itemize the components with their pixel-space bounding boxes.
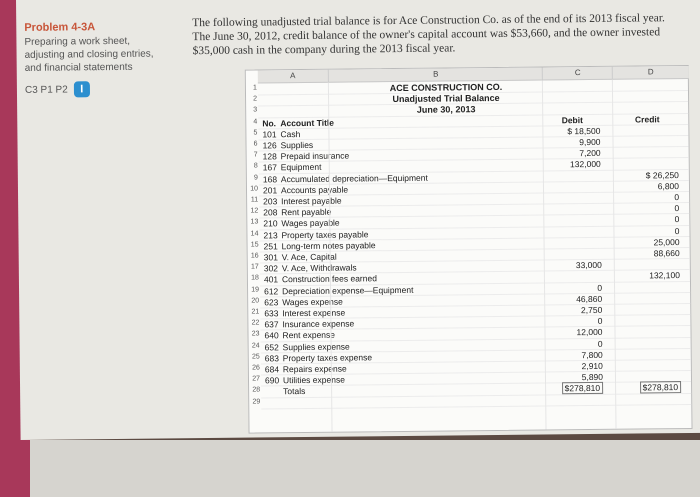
row-number: 6 [253, 140, 258, 148]
debit-amount: 2,750 [580, 304, 603, 316]
column-header-a: A [258, 70, 328, 84]
intro-line: The following unadjusted trial balance is for Ace Construction Co. as of the end of its 2013 fiscal year. [192, 12, 665, 30]
totals-debit [547, 383, 603, 394]
debit-amount: 132,000 [569, 159, 601, 170]
debit-amount: 46,860 [576, 293, 603, 304]
header-debit: Debit [561, 114, 583, 125]
debit-amount: 12,000 [576, 327, 603, 338]
account-number: 201 [262, 185, 278, 196]
account-title: Repairs expense [282, 363, 347, 375]
account-number: 168 [262, 173, 278, 185]
row-number: 17 [250, 263, 259, 271]
row-divider [261, 404, 691, 410]
debit-amount: 2,910 [581, 360, 603, 372]
account-number: 302 [263, 263, 279, 274]
row-number: 12 [250, 207, 259, 215]
row-number: 16 [250, 252, 259, 260]
credit-amount: 0 [674, 203, 680, 214]
row-number: 1 [252, 84, 257, 92]
problem-sidebar [24, 20, 175, 98]
account-number: 640 [264, 330, 279, 341]
debit-amount: 0 [597, 316, 603, 327]
column-header-c: C [542, 67, 613, 81]
credit-amount: 6,800 [657, 180, 680, 192]
objective-codes: C3 P1 P2 [24, 83, 68, 96]
row-number: 27 [252, 375, 261, 383]
account-title: Property taxes expense [282, 352, 373, 364]
account-number: 301 [263, 252, 278, 263]
account-title: Cash [280, 128, 301, 140]
row-number: 5 [253, 129, 258, 137]
account-number: 210 [263, 218, 278, 229]
totals-debit-box: $278,810 [562, 382, 604, 394]
account-title: Long-term notes payable [281, 240, 376, 252]
account-title: V. Ace, Capital [281, 251, 337, 263]
row-number: 7 [253, 151, 258, 159]
account-number: 213 [263, 229, 278, 241]
column-gridline [612, 80, 617, 429]
row-number: 13 [250, 218, 259, 226]
row-number: 9 [253, 174, 258, 182]
column-header-b: B [328, 67, 543, 82]
row-number: 15 [250, 241, 259, 249]
row-number: 23 [251, 330, 260, 338]
account-number: 637 [264, 319, 279, 330]
intro-line: $35,000 cash in the company during the 2013 fiscal year. [192, 42, 456, 58]
account-number: 623 [264, 297, 279, 308]
debit-amount: $ 18,500 [567, 125, 601, 137]
account-title: Construction fees earned [281, 273, 377, 285]
debit-amount: 0 [597, 338, 603, 349]
credit-amount: $ 26,250 [645, 169, 679, 181]
totals-label: Totals [283, 386, 306, 397]
credit-amount: 88,660 [653, 248, 680, 259]
account-title: Interest payable [281, 195, 342, 207]
account-number: 690 [264, 375, 280, 386]
credit-amount: 132,100 [649, 270, 680, 281]
row-number: 20 [251, 297, 260, 305]
account-number: 167 [262, 162, 278, 173]
company-name: ACE CONSTRUCTION CO. [389, 81, 503, 94]
account-title: V. Ace, Withdrawals [281, 262, 357, 274]
learning-objective-refs [25, 80, 175, 98]
row-divider [258, 135, 688, 141]
account-number: 128 [262, 151, 277, 162]
account-number: 612 [264, 285, 279, 297]
account-title: Rent expense [282, 330, 336, 341]
account-number: 683 [264, 353, 280, 364]
account-number: 652 [264, 341, 279, 353]
debit-amount: 7,200 [579, 148, 601, 159]
account-title: Interest expense [282, 307, 346, 319]
header-account-title: Account Title [280, 117, 335, 128]
account-number: 208 [263, 207, 278, 218]
report-title: Unadjusted Trial Balance [392, 92, 500, 105]
account-number: 251 [263, 241, 278, 252]
account-title: Rent payable [281, 206, 332, 218]
account-title: Utilities expense [282, 374, 345, 386]
info-badge-icon: I [74, 81, 90, 97]
lower-page-shadow [30, 440, 700, 497]
row-number: 26 [252, 364, 260, 372]
problem-subtitle-line: and financial statements [24, 61, 133, 74]
totals-credit [619, 382, 681, 393]
account-title: Wages payable [281, 218, 340, 229]
debit-amount: 9,900 [579, 136, 601, 148]
account-title: Supplies expense [282, 341, 350, 352]
textbook-page [16, 0, 700, 440]
row-number: 19 [251, 286, 260, 294]
row-number: 4 [253, 118, 258, 126]
row-number: 24 [251, 342, 260, 350]
problem-subtitle-line: adjusting and closing entries, [24, 48, 154, 61]
problem-number: Problem 4-3A [24, 21, 96, 34]
header-credit: Credit [634, 113, 660, 125]
account-title: Accounts payable [280, 184, 349, 196]
account-title: Accumulated depreciation—Equipment [280, 172, 428, 184]
row-number: 29 [252, 398, 261, 406]
credit-amount: 0 [674, 192, 680, 203]
debit-amount: 0 [597, 282, 603, 293]
account-title: Supplies [280, 139, 314, 151]
account-number: 401 [263, 274, 279, 285]
account-title: Property taxes payable [281, 228, 369, 240]
row-number: 22 [251, 319, 260, 327]
row-number: 28 [252, 386, 261, 394]
row-number: 10 [250, 185, 259, 193]
report-date: June 30, 2013 [416, 104, 476, 115]
row-number: 14 [250, 230, 259, 238]
account-number: 633 [264, 308, 279, 319]
spreadsheet-trial-balance [245, 65, 693, 434]
account-title: Prepaid insurance [280, 150, 350, 162]
account-number: 126 [262, 140, 277, 151]
row-number: 18 [251, 274, 259, 282]
debit-amount: 5,890 [581, 372, 604, 383]
row-divider [261, 393, 691, 399]
intro-line: The June 30, 2012, credit balance of the owner's capital account was $53,660, and the owner invested [192, 26, 661, 44]
row-number: 8 [253, 162, 258, 170]
row-number: 11 [250, 196, 259, 204]
credit-amount: 0 [674, 225, 680, 236]
debit-amount: 33,000 [575, 260, 602, 271]
column-header-d: D [612, 66, 689, 80]
row-number: 2 [253, 95, 258, 103]
account-title: Depreciation expense—Equipment [282, 284, 414, 296]
account-title: Equipment [280, 162, 322, 173]
account-number: 203 [263, 196, 278, 207]
problem-intro [192, 11, 700, 58]
row-number: 25 [251, 353, 260, 361]
problem-subtitle-line: Preparing a work sheet, [24, 35, 131, 48]
totals-credit-box: $278,810 [640, 381, 682, 393]
credit-amount: 0 [674, 214, 680, 225]
account-title: Wages expense [282, 296, 343, 308]
account-number: 101 [262, 129, 277, 140]
row-number: 21 [251, 308, 260, 316]
account-title: Insurance expense [282, 318, 355, 330]
credit-amount: 25,000 [653, 236, 680, 248]
header-no: No. [262, 117, 277, 129]
account-number: 684 [264, 364, 280, 375]
debit-amount: 7,800 [581, 349, 603, 360]
row-number: 3 [253, 106, 258, 114]
